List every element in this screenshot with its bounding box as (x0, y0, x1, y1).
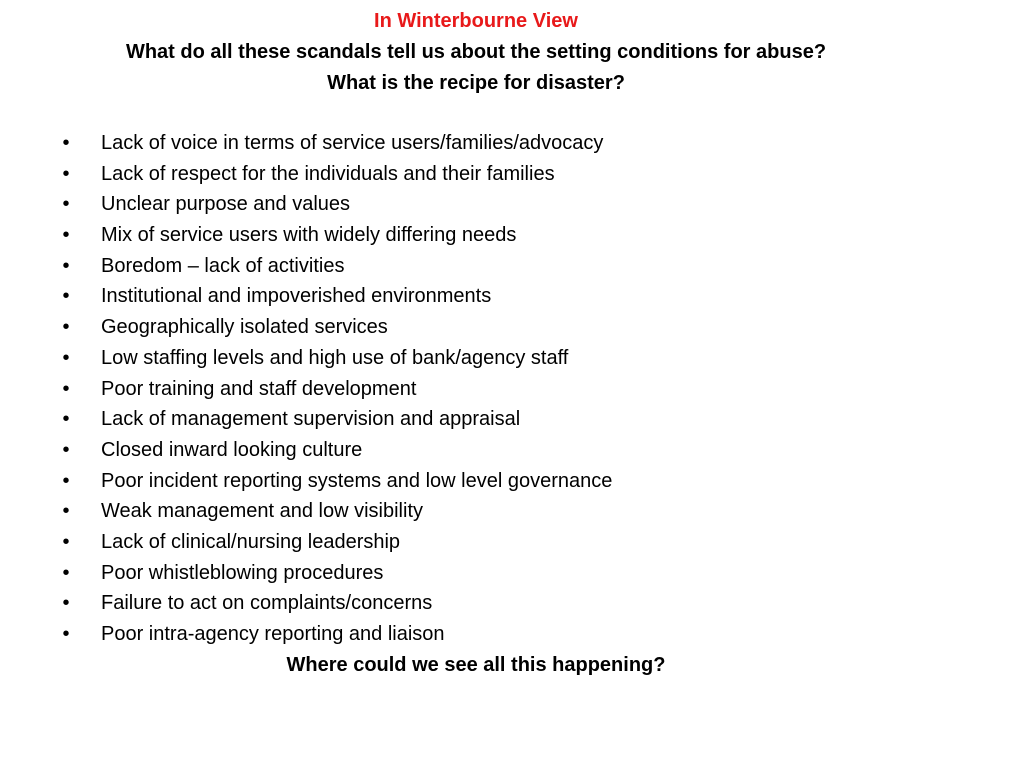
list-item (60, 189, 612, 220)
list-item (60, 496, 612, 527)
list-item-text: Lack of clinical/nursing leadership (101, 530, 401, 553)
list-item (60, 159, 612, 190)
list-item-text: Closed inward looking culture (101, 438, 363, 461)
list-item-text: Boredom – lack of activities (101, 254, 345, 277)
list-item (60, 466, 612, 497)
list-item (60, 404, 612, 435)
list-item (60, 128, 612, 159)
slide-title: In Winterbourne View (374, 10, 578, 32)
list-item (60, 619, 612, 650)
bullet-icon: • (62, 193, 70, 216)
list-item-text: Low staffing levels and high use of bank/agency staff (101, 346, 569, 369)
list-item-text: Poor intra-agency reporting and liaison (101, 623, 445, 645)
list-item-text: Geographically isolated services (101, 316, 388, 339)
list-item (60, 558, 612, 589)
bullet-icon: • (62, 224, 70, 247)
list-item (60, 312, 612, 343)
list-item (60, 220, 612, 251)
list-item-text: Poor incident reporting systems and low level governance (101, 469, 613, 492)
list-item-text: Institutional and impoverished environments (101, 285, 492, 308)
bullet-icon: • (62, 316, 70, 339)
closing-question: Where could we see all this happening? (286, 654, 666, 676)
slide-question: What do all these scandals tell us about the setting conditions for abuse? (125, 41, 827, 63)
list-item-text: Mix of service users with widely differing needs (101, 224, 517, 247)
list-item-text: Lack of management supervision and appraisal (101, 408, 521, 431)
list-item-text: Failure to act on complaints/concerns (101, 592, 433, 615)
bullet-icon: • (62, 377, 70, 400)
list-item (60, 281, 612, 312)
bullet-list (60, 128, 612, 650)
list-item-text: Poor whistleblowing procedures (101, 561, 384, 584)
bullet-icon: • (62, 346, 70, 369)
list-item (60, 588, 612, 619)
bullet-icon: • (62, 438, 70, 461)
bullet-icon: • (62, 408, 70, 431)
list-item-text: Unclear purpose and values (101, 193, 351, 216)
list-item (60, 435, 612, 466)
list-item-text: Lack of respect for the individuals and their families (101, 162, 555, 185)
bullet-icon: • (62, 561, 70, 584)
bullet-icon: • (62, 469, 70, 492)
bullet-icon: • (62, 254, 70, 277)
list-item (60, 527, 612, 558)
list-item-text: Lack of voice in terms of service users/families/advocacy (101, 132, 604, 154)
bullet-icon: • (62, 500, 70, 523)
bullet-icon: • (62, 132, 70, 154)
bullet-icon: • (62, 285, 70, 308)
list-item-text: Weak management and low visibility (101, 500, 424, 523)
bullet-icon: • (62, 623, 70, 645)
bullet-icon: • (62, 530, 70, 553)
slide-subquestion: What is the recipe for disaster? (327, 72, 625, 94)
list-item-text: Poor training and staff development (101, 377, 417, 400)
list-item (60, 251, 612, 282)
list-item (60, 374, 612, 405)
bullet-icon: • (62, 162, 70, 185)
list-item (60, 343, 612, 374)
bullet-icon: • (62, 592, 70, 615)
